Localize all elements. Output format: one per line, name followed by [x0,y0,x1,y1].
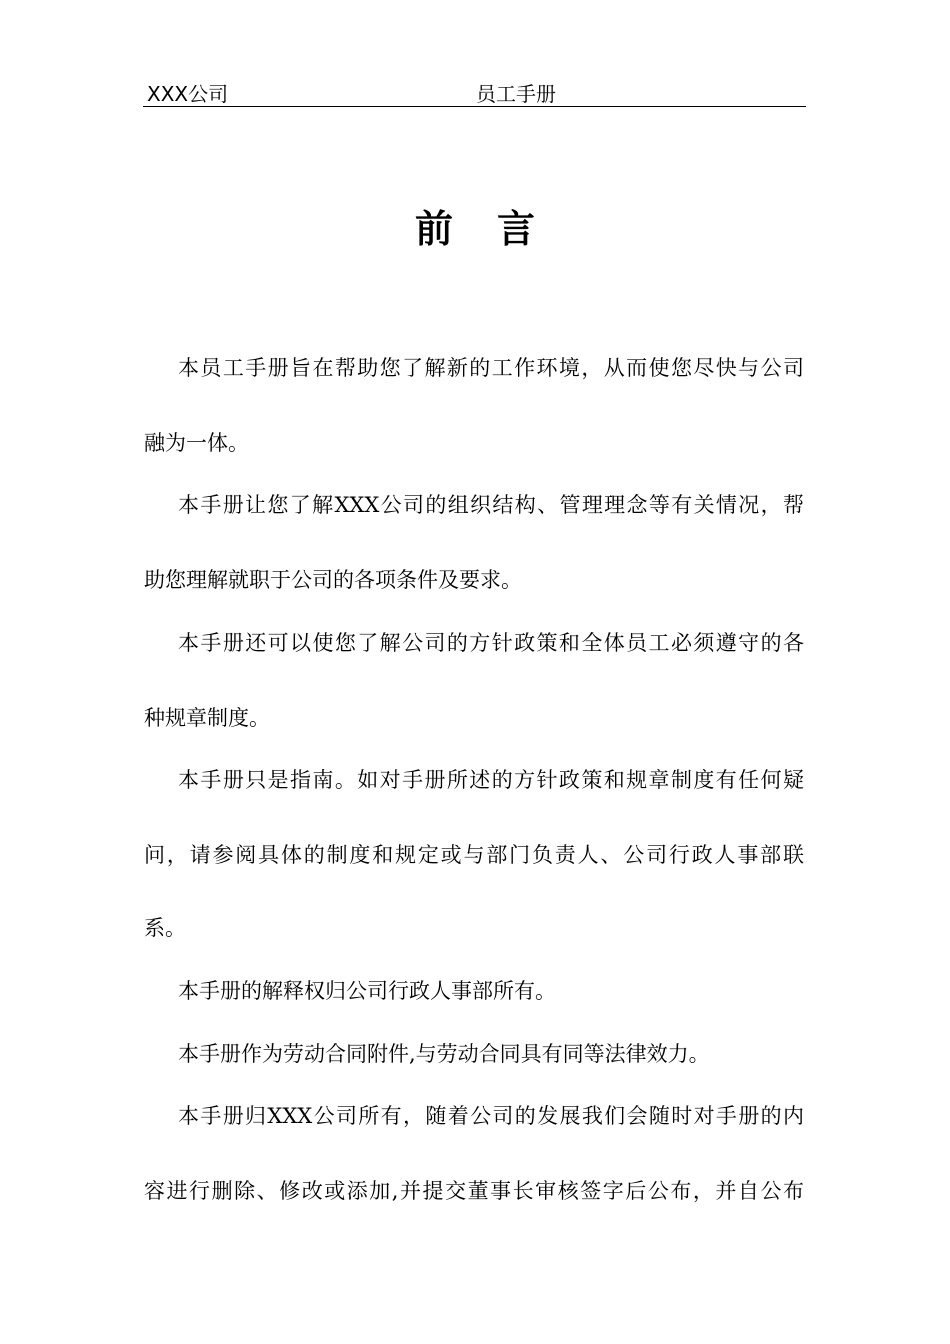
paragraph-5-line-1: 本手册的解释权归公司行政人事部所有。 [178,979,556,1003]
paragraph-1-line-2: 融为一体。 [144,431,249,455]
paragraph-3-line-2: 种规章制度。 [144,706,270,730]
paragraph-4-line-2: 问，请参阅具体的制度和规定或与部门负责人、公司行政人事部联 [144,843,804,867]
paragraph-1-line-1: 本员工手册旨在帮助您了解新的工作环境，从而使您尽快与公司 [178,356,804,380]
header-company-name: XXX公司 [147,82,229,106]
page-title: 前言 [414,207,579,251]
page-header [143,76,806,107]
paragraph-4-line-1: 本手册只是指南。如对手册所述的方针政策和规章制度有任何疑 [178,768,804,792]
paragraph-6-line-1: 本手册作为劳动合同附件,与劳动合同具有同等法律效力。 [178,1042,710,1066]
paragraph-3-line-1: 本手册还可以使您了解公司的方针政策和全体员工必须遵守的各 [178,631,804,655]
paragraph-4-line-3: 系。 [144,916,186,940]
paragraph-2-line-2: 助您理解就职于公司的各项条件及要求。 [144,568,522,592]
header-document-title: 员工手册 [476,82,556,106]
paragraph-7-line-2: 容进行删除、修改或添加,并提交董事长审核签字后公布，并自公布 [144,1179,804,1203]
paragraph-2-line-1: 本手册让您了解XXX公司的组织结构、管理理念等有关情况，帮 [178,493,804,517]
paragraph-7-line-1: 本手册归XXX公司所有，随着公司的发展我们会随时对手册的内 [178,1104,804,1128]
